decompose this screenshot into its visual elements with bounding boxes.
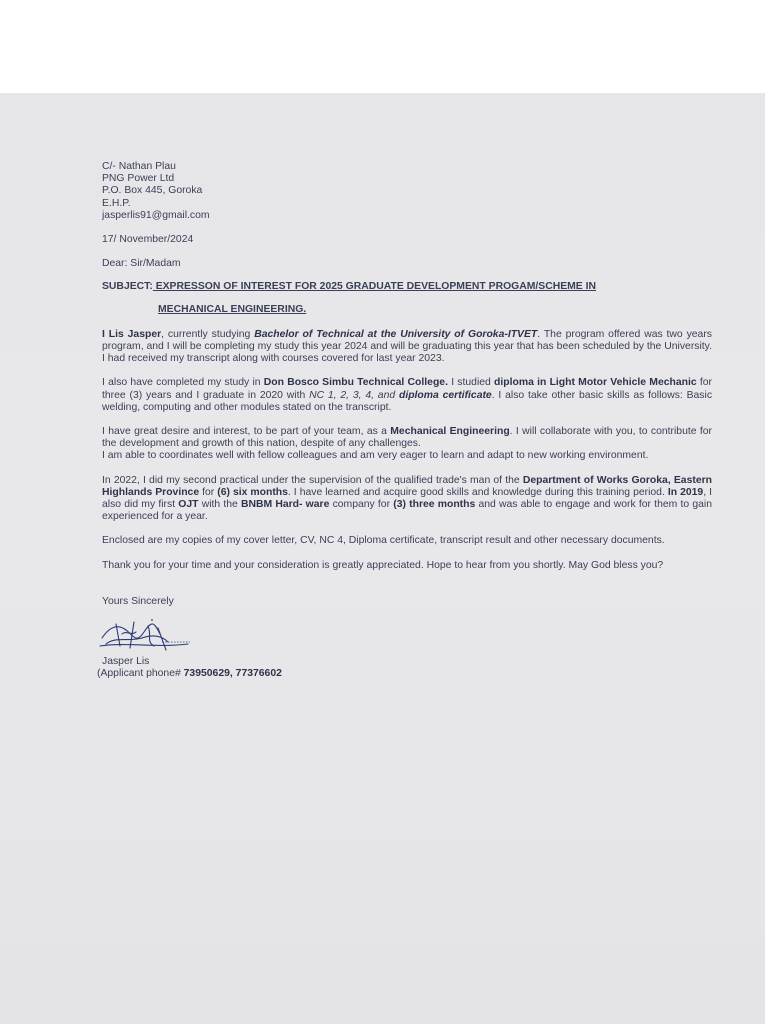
- bold-text: BNBM Hard- ware: [241, 499, 330, 511]
- text: for: [199, 486, 218, 498]
- bold-italic-text: Bachelor of Technical at the University of Goroka-ITVET: [254, 328, 538, 340]
- text: I also have completed my study in: [102, 377, 264, 389]
- letter-date: 17/ November/2024: [102, 234, 194, 246]
- address-line: PNG Power Ltd: [102, 173, 175, 185]
- subject-line-2: MECHANICAL ENGINEERING.: [158, 303, 307, 315]
- letter-page: [0, 93, 765, 1024]
- bold-text: OJT: [178, 499, 199, 511]
- paragraph-experience: [102, 475, 712, 524]
- subject-prefix: SUBJECT:: [102, 281, 153, 293]
- bold-text: Don Bosco Simbu Technical College.: [263, 377, 448, 389]
- bold-text: (3) three months: [393, 499, 476, 511]
- signature-scribble: [96, 616, 206, 656]
- bold-italic-text: diploma certificate: [398, 389, 492, 401]
- paragraph-enclosed: Enclosed are my copies of my cover letter, CV, NC 4, Diploma certificate, transcript result and other necessary documents.: [102, 535, 665, 547]
- paragraph-thanks: Thank you for your time and your consideration is greatly appreciated. Hope to hear from you shortly. May God bless you?: [102, 559, 664, 571]
- subject-line: [102, 281, 712, 293]
- paragraph-interest: [102, 426, 712, 463]
- text: , currently studying: [161, 328, 255, 340]
- paragraph-diploma: [102, 377, 712, 414]
- text: I have great desire and interest, to be part of your team, as a: [102, 426, 391, 438]
- address-line: P.O. Box 445, Goroka: [102, 185, 203, 197]
- bold-text: Department of Works Goroka, Eastern Highlands Province: [102, 474, 712, 498]
- bold-text: In 2019: [667, 486, 704, 498]
- italic-text: NC 1, 2, 3, 4, and: [309, 389, 399, 401]
- sender-email: jasperlis91@gmail.com: [102, 209, 210, 221]
- subject-text: EXPRESSON OF INTEREST FOR 2025 GRADUATE DEVELOPMENT PROGAM/SCHEME IN: [152, 281, 597, 293]
- text: company for: [329, 499, 394, 511]
- sender-address: [102, 161, 712, 222]
- address-line: E.H.P.: [102, 197, 131, 209]
- text: . I will collaborate with you, to contribute for the development and growth of this nation, despite of any challenges.: [102, 426, 712, 450]
- text: for three (3) years and I graduate in 2020 with: [102, 377, 713, 401]
- applicant-phone: [97, 668, 712, 680]
- text: I am able to coordinates well with fellow colleagues and am very eager to learn and adapt to new working environment.: [102, 450, 649, 462]
- text: I studied: [447, 377, 495, 389]
- closing: Yours Sincerely: [102, 595, 174, 607]
- signature: [102, 616, 712, 656]
- text: , I also did my first: [102, 486, 712, 511]
- text: . The program offered was two years program, and I will be completing my study this year 2024 and will be graduating this year that has been scheduled by the University. I had received my transcript along with courses covered for last year 2023.: [102, 328, 712, 365]
- text: . I also take other basic skills as follows: Basic welding, computing and other modules stated on the transcript.: [102, 389, 713, 413]
- text: with the: [198, 499, 241, 511]
- bold-text: I Lis Jasper: [102, 328, 162, 340]
- paragraph-study: [102, 329, 712, 366]
- text: (Applicant phone#: [97, 668, 184, 680]
- address-line: C/- Nathan Plau: [102, 161, 176, 172]
- salutation: Dear: Sir/Madam: [102, 258, 181, 270]
- text: . I have learned and acquire good skills and knowledge during this training period.: [287, 486, 668, 498]
- letter-body: [97, 161, 713, 680]
- text: and was able to engage and work for them to gain experienced for a year.: [102, 499, 712, 523]
- phone-numbers: 73950629, 77376602: [183, 668, 282, 680]
- bold-text: (6) six months: [217, 486, 288, 498]
- text: In 2022, I did my second practical under the supervision of the qualified trade's man of the: [102, 474, 523, 486]
- bold-text: Mechanical Engineering: [390, 426, 510, 438]
- bold-text: diploma in Light Motor Vehicle Mechanic: [494, 377, 697, 389]
- signatory-name: Jasper Lis: [102, 656, 150, 668]
